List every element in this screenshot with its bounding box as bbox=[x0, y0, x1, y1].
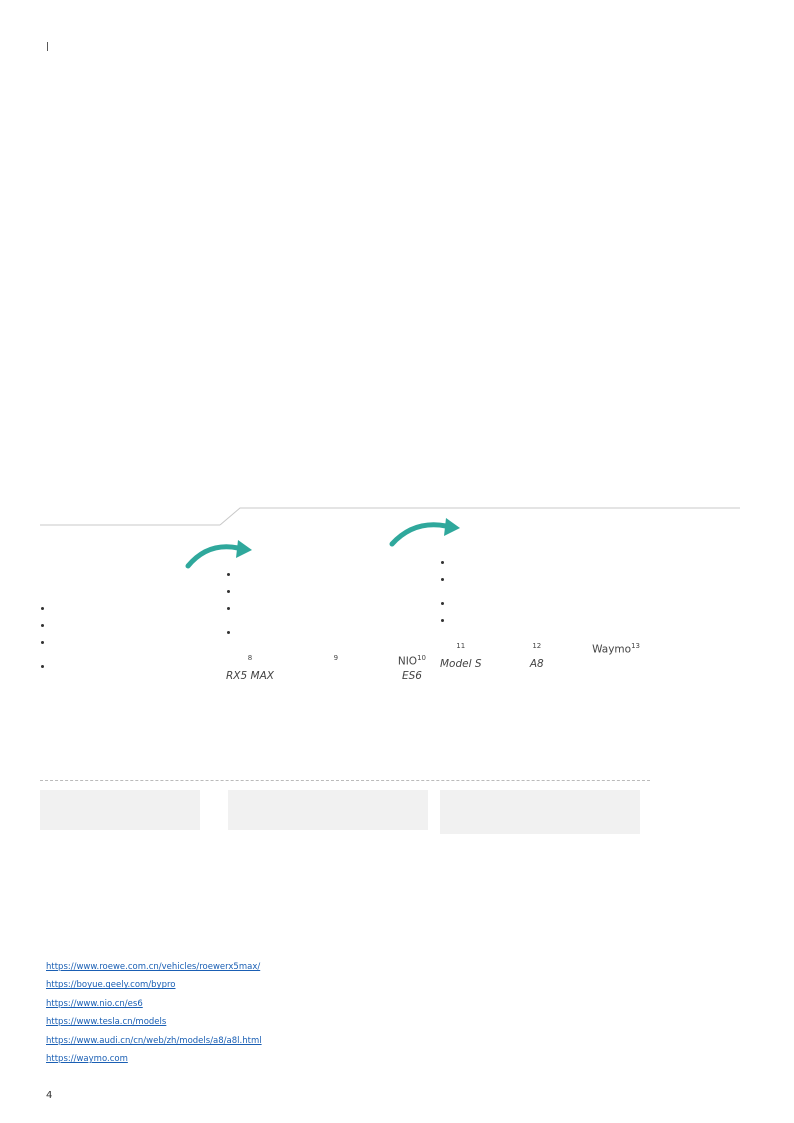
rep-brands-list bbox=[226, 625, 426, 641]
bottom-divider bbox=[40, 780, 650, 781]
page-number: 4 bbox=[46, 1090, 53, 1101]
stage-feature-list bbox=[440, 555, 640, 588]
footnotes bbox=[46, 958, 748, 1068]
brand-cell bbox=[530, 639, 544, 671]
summary-box-cockpit bbox=[40, 790, 200, 830]
footnote bbox=[46, 1050, 748, 1068]
right-column bbox=[346, 148, 631, 152]
stage-heading bbox=[226, 541, 426, 557]
rep-brands-item bbox=[454, 613, 640, 629]
stage-feature-item bbox=[454, 555, 640, 571]
stage-column-cockpit bbox=[40, 575, 230, 676]
stage-feature-item bbox=[54, 601, 230, 617]
band-right-line bbox=[220, 508, 740, 525]
stage-feature-item bbox=[240, 584, 426, 600]
rep-brands-list bbox=[40, 659, 230, 675]
footnote-link[interactable]: https://boyue.geely.com/bypro bbox=[46, 980, 176, 991]
brand-cell bbox=[226, 651, 274, 683]
stage-feature-item bbox=[240, 567, 426, 583]
footnote-link[interactable]: https://www.tesla.cn/models bbox=[46, 1017, 167, 1028]
brand-cell bbox=[398, 651, 426, 683]
footnote-ref: 12 bbox=[532, 642, 542, 650]
rep-brands-list bbox=[440, 596, 640, 629]
footnote bbox=[46, 995, 748, 1013]
footnote-ref: 13 bbox=[631, 642, 640, 650]
stage-feature-list bbox=[40, 601, 230, 651]
brand-cell bbox=[592, 639, 640, 671]
brand-model: RX5 MAX bbox=[226, 669, 274, 682]
rep-brands-item bbox=[54, 659, 230, 675]
footnote bbox=[46, 1013, 748, 1031]
left-column bbox=[46, 148, 324, 166]
stage-feature-item bbox=[240, 601, 426, 617]
stage-column-autonomous bbox=[440, 529, 640, 671]
footnote bbox=[46, 958, 748, 976]
brand-name: NIO bbox=[397, 655, 418, 668]
footnote-ref: 8 bbox=[247, 654, 253, 662]
brand-row bbox=[226, 651, 426, 683]
footnote-ref: 11 bbox=[456, 642, 466, 650]
rep-brands-item bbox=[240, 625, 426, 641]
brand-name: Waymo bbox=[592, 643, 632, 656]
brand-model: ES6 bbox=[401, 669, 422, 682]
footnote-link[interactable]: https://www.audi.cn/cn/web/zh/models/a8/a8l.html bbox=[46, 1035, 262, 1046]
brand-model: Model S bbox=[440, 657, 482, 670]
rep-brands-item bbox=[454, 596, 640, 612]
stage-feature-list bbox=[226, 567, 426, 617]
stage-heading bbox=[40, 575, 230, 591]
summary-box-assisted bbox=[228, 790, 428, 830]
footnote-ref: 9 bbox=[333, 654, 339, 662]
brand-cell bbox=[440, 639, 482, 671]
stage-feature-item bbox=[54, 635, 230, 651]
running-header bbox=[46, 42, 49, 52]
summary-box-autonomous bbox=[440, 790, 640, 834]
footnote bbox=[46, 976, 748, 994]
brand-cell bbox=[334, 651, 338, 683]
footnote-link[interactable]: https://www.nio.cn/es6 bbox=[46, 998, 143, 1009]
footnote bbox=[46, 1032, 748, 1050]
footnote-link[interactable]: https://waymo.com bbox=[46, 1054, 128, 1065]
stage-column-assisted bbox=[226, 541, 426, 683]
stage-feature-item bbox=[54, 618, 230, 634]
footnote-link[interactable]: https://www.roewe.com.cn/vehicles/roewerx5max/ bbox=[46, 962, 261, 972]
brand-row bbox=[440, 639, 640, 671]
stage-feature-item bbox=[454, 572, 640, 588]
footnote-ref: 10 bbox=[417, 654, 426, 662]
stage-heading bbox=[440, 529, 640, 545]
brand-model: A8 bbox=[529, 657, 544, 670]
header-separator: | bbox=[46, 42, 50, 52]
